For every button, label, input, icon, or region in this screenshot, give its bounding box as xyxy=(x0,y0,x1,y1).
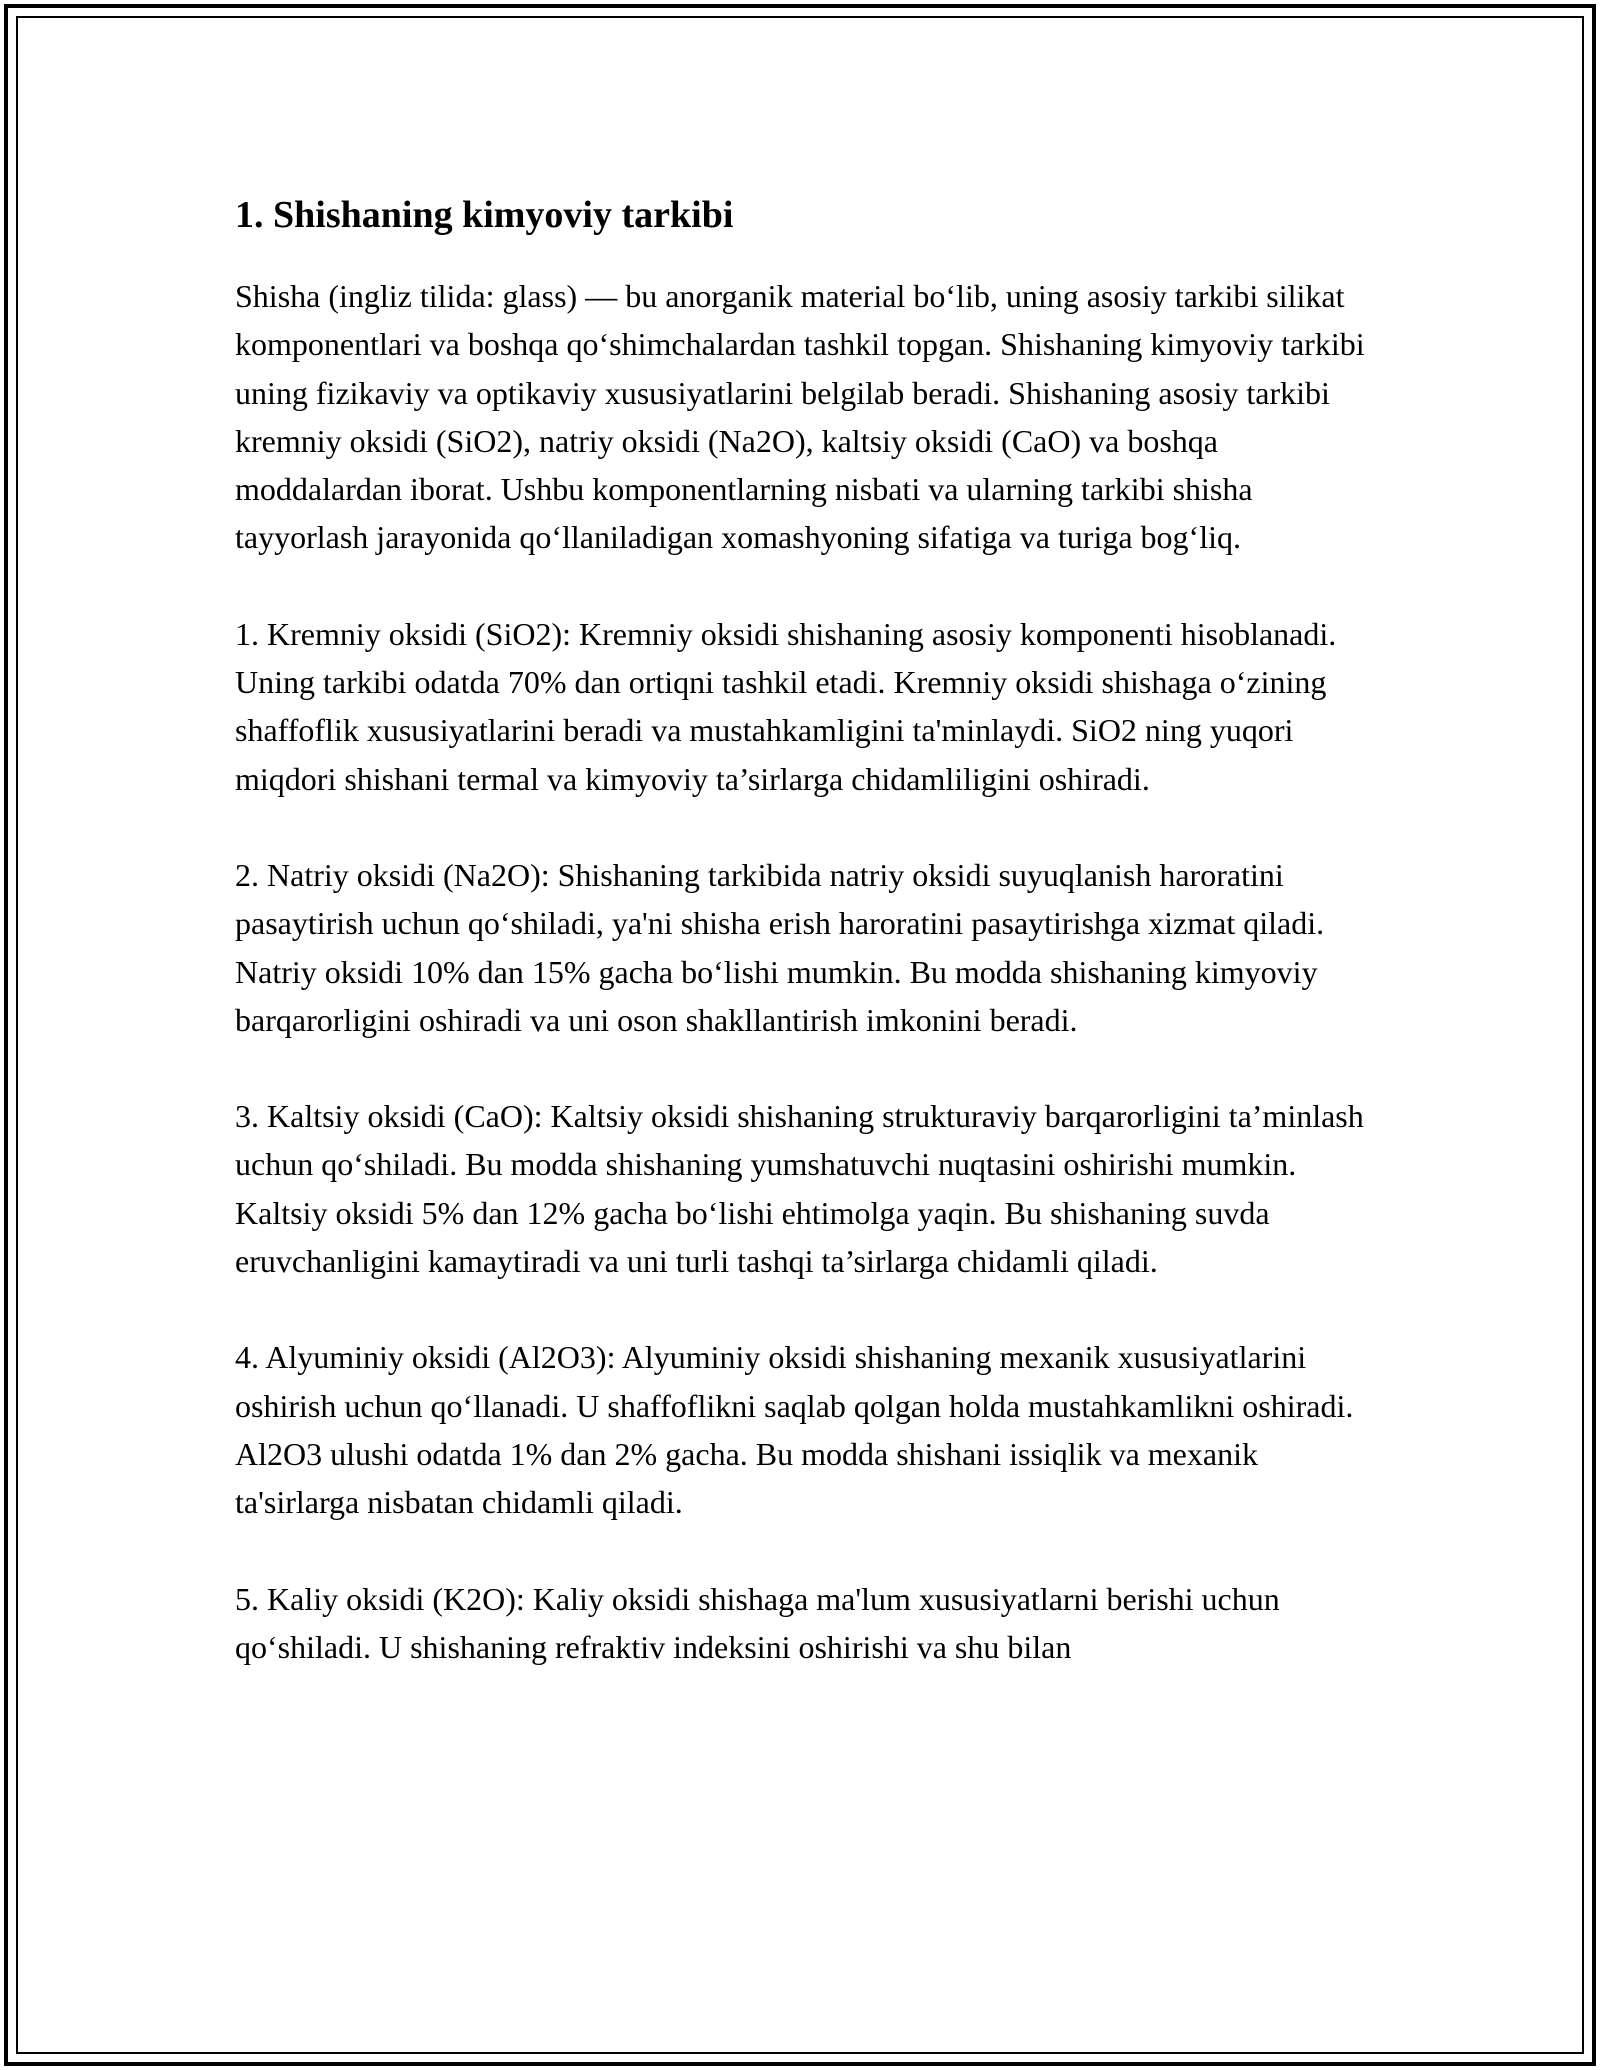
paragraph-sodium-oxide: 2. Natriy oksidi (Na2O): Shishaning tarkibida natriy oksidi suyuqlanish haroratini pasaytirish uchun qo‘shiladi, ya'ni shisha erish haroratini pasaytirishga xizmat qiladi. Natriy oksidi 10% dan 15% gacha bo‘lishi mumkin. Bu modda shishaning kimyoviy barqarorligini oshiradi va uni oson shakllantirish imkonini beradi. xyxy=(235,856,1325,1038)
document-body xyxy=(235,188,1385,1719)
intro-paragraph: Shisha (ingliz tilida: glass) — bu anorganik material bo‘lib, uning asosiy tarkibi silikat komponentlari va boshqa qo‘shimchalardan tashkil topgan. Shishaning kimyoviy tarkibi uning fizikaviy va optikaviy xususiyatlarini belgilab beradi. Shishaning asosiy tarkibi kremniy oksidi (SiO2), natriy oksidi (Na2O), kaltsiy oksidi (CaO) va boshqa moddalardan iborat. Ushbu komponentlarning nisbati va ularning tarkibi shisha tayyorlash jarayonida qo‘llaniladigan xomashyoning sifatiga va turiga bog‘liq. xyxy=(235,278,1365,556)
paragraph-potassium-oxide: 5. Kaliy oksidi (K2O): Kaliy oksidi shishaga ma'lum xususiyatlarni berishi uchun qo‘shiladi. U shishaning refraktiv indeksini oshirishi va shu bilan xyxy=(235,1580,1280,1665)
paragraph-aluminium-oxide: 4. Alyuminiy oksidi (Al2O3): Alyuminiy oksidi shishaning mexanik xususiyatlarini oshirish uchun qo‘llanadi. U shaffoflikni saqlab qolgan holda mustahkamlikni oshiradi. Al2O3 ulushi odatda 1% dan 2% gacha. Bu modda shishani issiqlik va mexanik ta'sirlarga nisbatan chidamli qiladi. xyxy=(235,1339,1354,1521)
section-heading: 1. Shishaning kimyoviy tarkibi xyxy=(235,194,734,236)
paragraph-silicon-oxide: 1. Kremniy oksidi (SiO2): Kremniy oksidi shishaning asosiy komponenti hisoblanadi. Uning tarkibi odatda 70% dan ortiqni tashkil etadi. Kremniy oksidi shishaga o‘zining shaffoflik xususiyatlarini beradi va mustahkamligini ta'minlaydi. SiO2 ning yuqori miqdori shishani termal va kimyoviy ta’sirlarga chidamliligini oshiradi. xyxy=(235,615,1337,797)
paragraph-calcium-oxide: 3. Kaltsiy oksidi (CaO): Kaltsiy oksidi shishaning strukturaviy barqarorligini ta’minlash uchun qo‘shiladi. Bu modda shishaning yumshatuvchi nuqtasini oshirishi mumkin. Kaltsiy oksidi 5% dan 12% gacha bo‘lishi ehtimolga yaqin. Bu shishaning suvda eruvchanligini kamaytiradi va uni turli tashqi ta’sirlarga chidamli qiladi. xyxy=(235,1098,1364,1280)
